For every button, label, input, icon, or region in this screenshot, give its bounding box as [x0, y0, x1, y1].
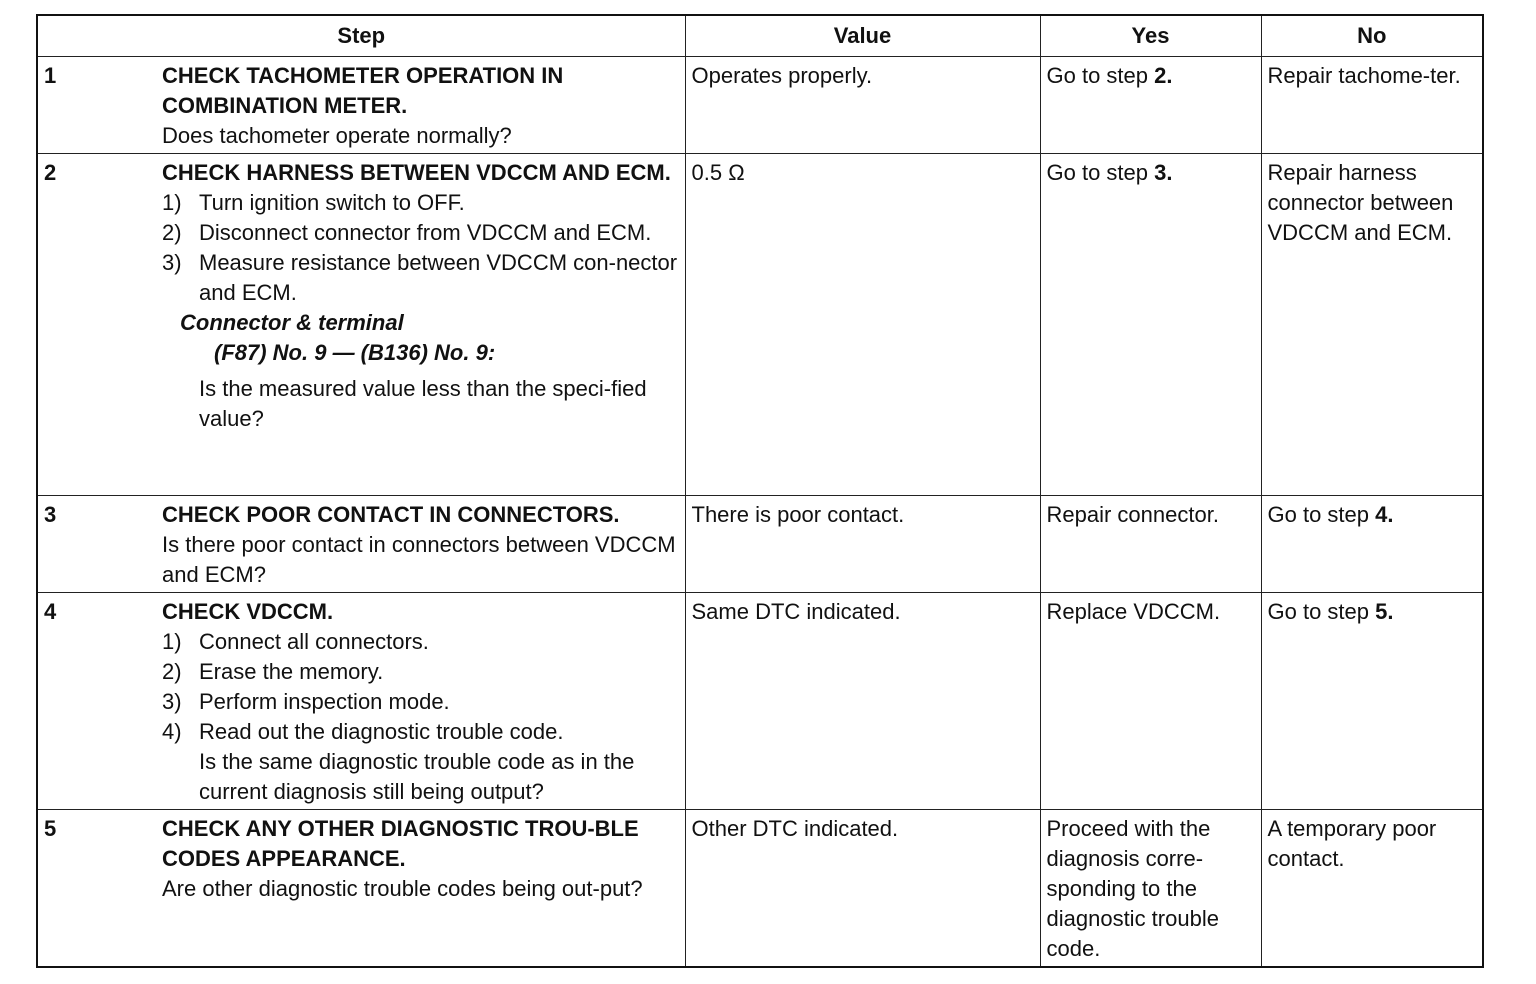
yes-cell	[1040, 154, 1261, 496]
list-item: 2) Erase the memory.	[162, 659, 384, 684]
yes-cell: Proceed with the diagnosis corre-sponding to the diagnostic trouble code.	[1040, 810, 1261, 968]
yes-text: Go to step	[1046, 160, 1155, 185]
step-number: 1	[44, 63, 57, 88]
list-item: 4) Read out the diagnostic trouble code.	[162, 719, 564, 744]
value-cell: 0.5 Ω	[685, 154, 1040, 496]
list-item: 2) Disconnect connector from VDCCM and ECM.	[162, 220, 652, 245]
table-row	[37, 496, 1483, 593]
step-question: Is there poor contact in connectors between VDCCM and ECM?	[162, 532, 676, 587]
header-value: Value	[685, 15, 1040, 57]
value-cell: Same DTC indicated.	[685, 593, 1040, 810]
step-cell	[37, 154, 685, 496]
step-title: CHECK HARNESS BETWEEN VDCCM AND ECM.	[162, 160, 671, 185]
yes-step-ref: 3.	[1154, 160, 1173, 185]
yes-step-ref: 2.	[1154, 63, 1173, 88]
step-question: Is the measured value less than the speci-fied value?	[199, 376, 647, 431]
header-step: Step	[37, 15, 685, 57]
no-step-ref: 4.	[1375, 502, 1394, 527]
no-text: Go to step	[1267, 502, 1376, 527]
connector-value: (F87) No. 9 — (B136) No. 9:	[214, 340, 496, 365]
step-title: CHECK ANY OTHER DIAGNOSTIC TROU-BLE CODES APPEARANCE.	[162, 816, 639, 871]
no-text: Go to step	[1267, 599, 1376, 624]
no-cell	[1261, 593, 1483, 810]
table-row	[37, 154, 1483, 496]
step-cell	[37, 496, 685, 593]
list-item: 1) Connect all connectors.	[162, 629, 429, 654]
yes-cell: Repair connector.	[1040, 496, 1261, 593]
table-row	[37, 810, 1483, 968]
no-cell: Repair tachome-ter.	[1261, 57, 1483, 154]
step-question: Are other diagnostic trouble codes being out-put?	[162, 876, 643, 901]
table-row	[37, 57, 1483, 154]
step-cell	[37, 57, 685, 154]
no-cell: A temporary poor contact.	[1261, 810, 1483, 968]
step-question: Is the same diagnostic trouble code as in the current diagnosis still being output?	[199, 749, 635, 804]
yes-cell	[1040, 57, 1261, 154]
step-cell	[37, 810, 685, 968]
no-cell	[1261, 496, 1483, 593]
list-item: 3) Perform inspection mode.	[162, 689, 450, 714]
yes-text: Go to step	[1046, 63, 1155, 88]
value-cell: Operates properly.	[685, 57, 1040, 154]
value-cell: There is poor contact.	[685, 496, 1040, 593]
step-number: 5	[44, 816, 57, 841]
yes-cell: Replace VDCCM.	[1040, 593, 1261, 810]
step-title: CHECK VDCCM.	[162, 599, 334, 624]
connector-label: Connector & terminal	[180, 310, 404, 335]
step-question: Does tachometer operate normally?	[162, 123, 512, 148]
step-number: 4	[44, 599, 57, 624]
list-item: 3) Measure resistance between VDCCM con-nector and ECM.	[162, 250, 678, 305]
diagnostic-table	[36, 14, 1484, 968]
step-number: 2	[44, 160, 57, 185]
list-item: 1) Turn ignition switch to OFF.	[162, 190, 465, 215]
no-cell: Repair harness connector between VDCCM and ECM.	[1261, 154, 1483, 496]
no-step-ref: 5.	[1375, 599, 1394, 624]
step-cell	[37, 593, 685, 810]
step-title: CHECK POOR CONTACT IN CONNECTORS.	[162, 502, 620, 527]
header-no: No	[1261, 15, 1483, 57]
header-yes: Yes	[1040, 15, 1261, 57]
header-row	[37, 15, 1483, 57]
value-cell: Other DTC indicated.	[685, 810, 1040, 968]
step-number: 3	[44, 502, 57, 527]
table-row	[37, 593, 1483, 810]
step-title: CHECK TACHOMETER OPERATION IN COMBINATION METER.	[162, 63, 564, 118]
